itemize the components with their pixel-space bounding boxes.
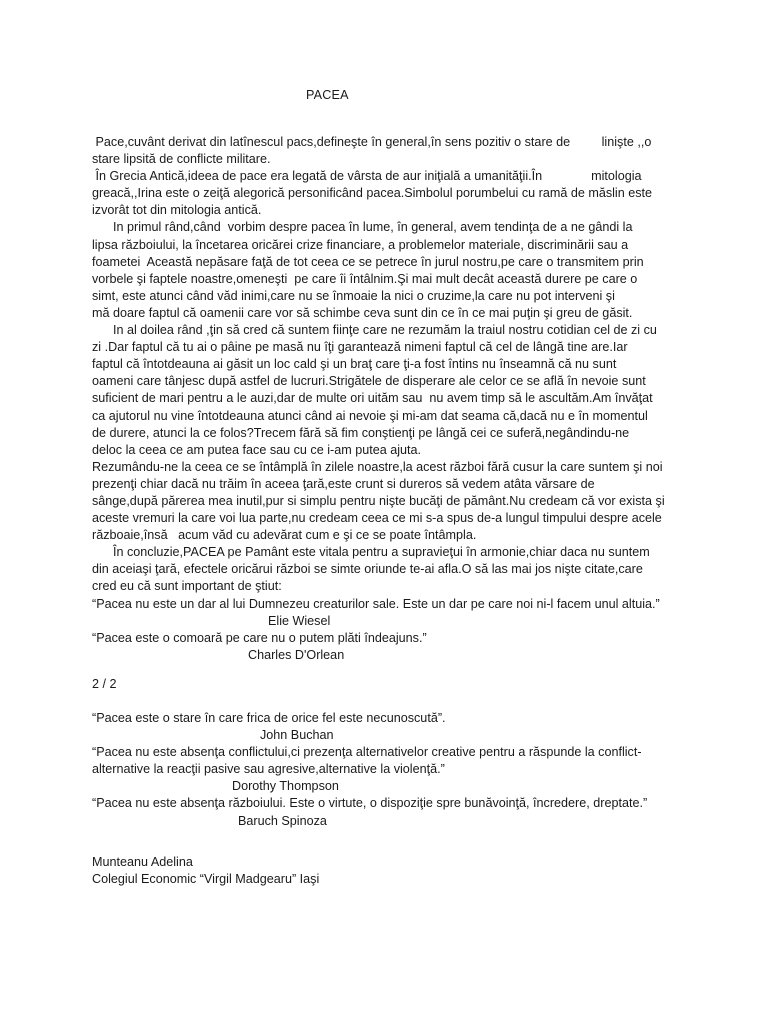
page-number: 2 / 2 — [92, 677, 117, 691]
quote-text: “Pacea nu este un dar al lui Dumnezeu creaturilor sale. Este un dar pe care noi ni-l facem unul altuia.” — [92, 596, 660, 611]
body-line: vorbele şi faptele noastre,omeneşti pe care îi întâlnim.Şi mai mult decât această durere pe care o — [92, 271, 638, 286]
body-line: deloc la ceea ce am putea face sau cu ce i-am putea ajuta. — [92, 442, 422, 457]
quote-text: “Pacea este o comoară pe care nu o putem plăti îndeajuns.” — [92, 630, 427, 645]
body-line: În Grecia Antică,ideea de pace era legată de vârsta de aur iniţială a umanităţii.În mitologia — [92, 169, 642, 184]
quote-text: alternative la reacţii pasive sau agresive,alternative la violenţă.” — [92, 762, 445, 777]
body-line: faptul că întotdeauna ai găsit un loc cald şi un braţ care ţi-a fost întins nu înseamnă că nu sunt — [92, 357, 617, 372]
body-line: greacă,,Irina este o zeiţă alegorică personificând pacea.Simbolul porumbelui cu ramă de măslin este — [92, 186, 653, 201]
body-line: stare lipsită de conflicte militare. — [92, 152, 271, 167]
body-line: sânge,după părerea mea inutil,pur si simplu pentru nişte bucăţi de pământ.Nu credeam că vor exista şi — [92, 493, 665, 508]
body-line: cred eu că sunt important de ştiut: — [92, 579, 282, 594]
quote-author: Baruch Spinoza — [238, 813, 327, 828]
body-line: In primul rând,când vorbim despre pacea în lume, în general, avem tendinţa de a ne gândi la — [92, 220, 633, 235]
body-line: ca ajutorul nu vine întotdeauna atunci când ai nevoie şi mi-am dat seama că,dacă nu e în momentul — [92, 408, 648, 423]
document-title: PACEA — [306, 88, 349, 102]
body-line: foametei Această nepăsare faţă de tot ceea ce se petrece în jurul nostru,pe care o transmitem prin — [92, 254, 644, 269]
body-line: În concluzie,PACEA pe Pamânt este vitala pentru a supravieţui în armonie,chiar daca nu suntem — [92, 545, 650, 560]
body-line: Pace,cuvânt derivat din latînescul pacs,defineşte în general,în sens pozitiv o stare de linişte ,,o — [92, 135, 652, 149]
body-line: In al doilea rând ,ţin să cred că suntem fiinţe care ne rezumăm la traiul nostru cotidian cel de zi cu — [92, 323, 657, 338]
quotes-section — [92, 710, 712, 830]
body-line: prezenţi chiar dacă nu trăim în aceea ţară,este crunt si dureros să vedem atâta vărsare de — [92, 476, 595, 491]
body-line: oameni care tânjesc după astfel de lucruri.Strigătele de disperare ale celor ce se află în nevoie sunt — [92, 374, 646, 389]
signature-block — [92, 854, 319, 888]
body-line: din aceiaşi ţară, efectele oricărui război se simte oriunde te-ai afla.O să las mai jos nişte citate,care — [92, 562, 643, 577]
quote-text: “Pacea este o stare în care frica de orice fel este necunoscută”. — [92, 711, 446, 725]
body-line: lipsa războiului, la încetarea oricărei crize financiare, a problemelor materiale, discriminării sau a — [92, 237, 629, 252]
body-line: de durere, atunci la ce folos?Trecem fără să fim conştienţi pe lângă cei ce suferă,negândindu-ne — [92, 425, 630, 440]
author-school: Colegiul Economic “Virgil Madgearu” Iaşi — [92, 872, 320, 887]
quote-author: Dorothy Thompson — [232, 779, 339, 794]
body-line: Rezumându-ne la ceea ce se întâmplă în zilele noastre,la acest război fără cusur la care suntem şi noi — [92, 459, 663, 474]
essay-body — [92, 134, 692, 664]
quote-author: Charles D'Orlean — [248, 647, 345, 662]
body-line: suficient de mari pentru a le auzi,dar de multe ori uităm sau nu avem timp să le ascultăm.Am învăţat — [92, 391, 653, 406]
quote-author: Elie Wiesel — [268, 613, 331, 628]
body-line: izvorât tot din mitologia antică. — [92, 203, 262, 218]
quote-author: John Buchan — [260, 728, 334, 743]
body-line: aceste vremuri la care voi lua parte,nu credeam ceea ce mi s-a spus de-a lungul timpului despre acele — [92, 511, 662, 526]
body-line: mă doare faptul că oamenii care vor să schimbe ceva sunt din ce în ce mai puţin şi greu de găsit. — [92, 305, 633, 320]
author-name: Munteanu Adelina — [92, 855, 193, 869]
quote-text: “Pacea nu este absenţa conflictului,ci prezenţa alternativelor creative pentru a răspunde la conflict- — [92, 745, 642, 760]
quote-text: “Pacea nu este absenţa războiului. Este o virtute, o dispoziţie spre bunăvoinţă, încredere, dreptate.” — [92, 796, 648, 811]
body-line: simt, este atunci când văd inimi,care nu se înmoaie la nici o cruzime,la care nu pot interveni şi — [92, 288, 615, 303]
body-line: războaie,însă acum văd cu adevărat cum e şi ce se poate întâmpla. — [92, 528, 477, 543]
body-line: zi .Dar faptul că tu ai o pâine pe masă nu îţi garantează nimeni faptul că cel de lângă tine are.Iar — [92, 340, 628, 355]
